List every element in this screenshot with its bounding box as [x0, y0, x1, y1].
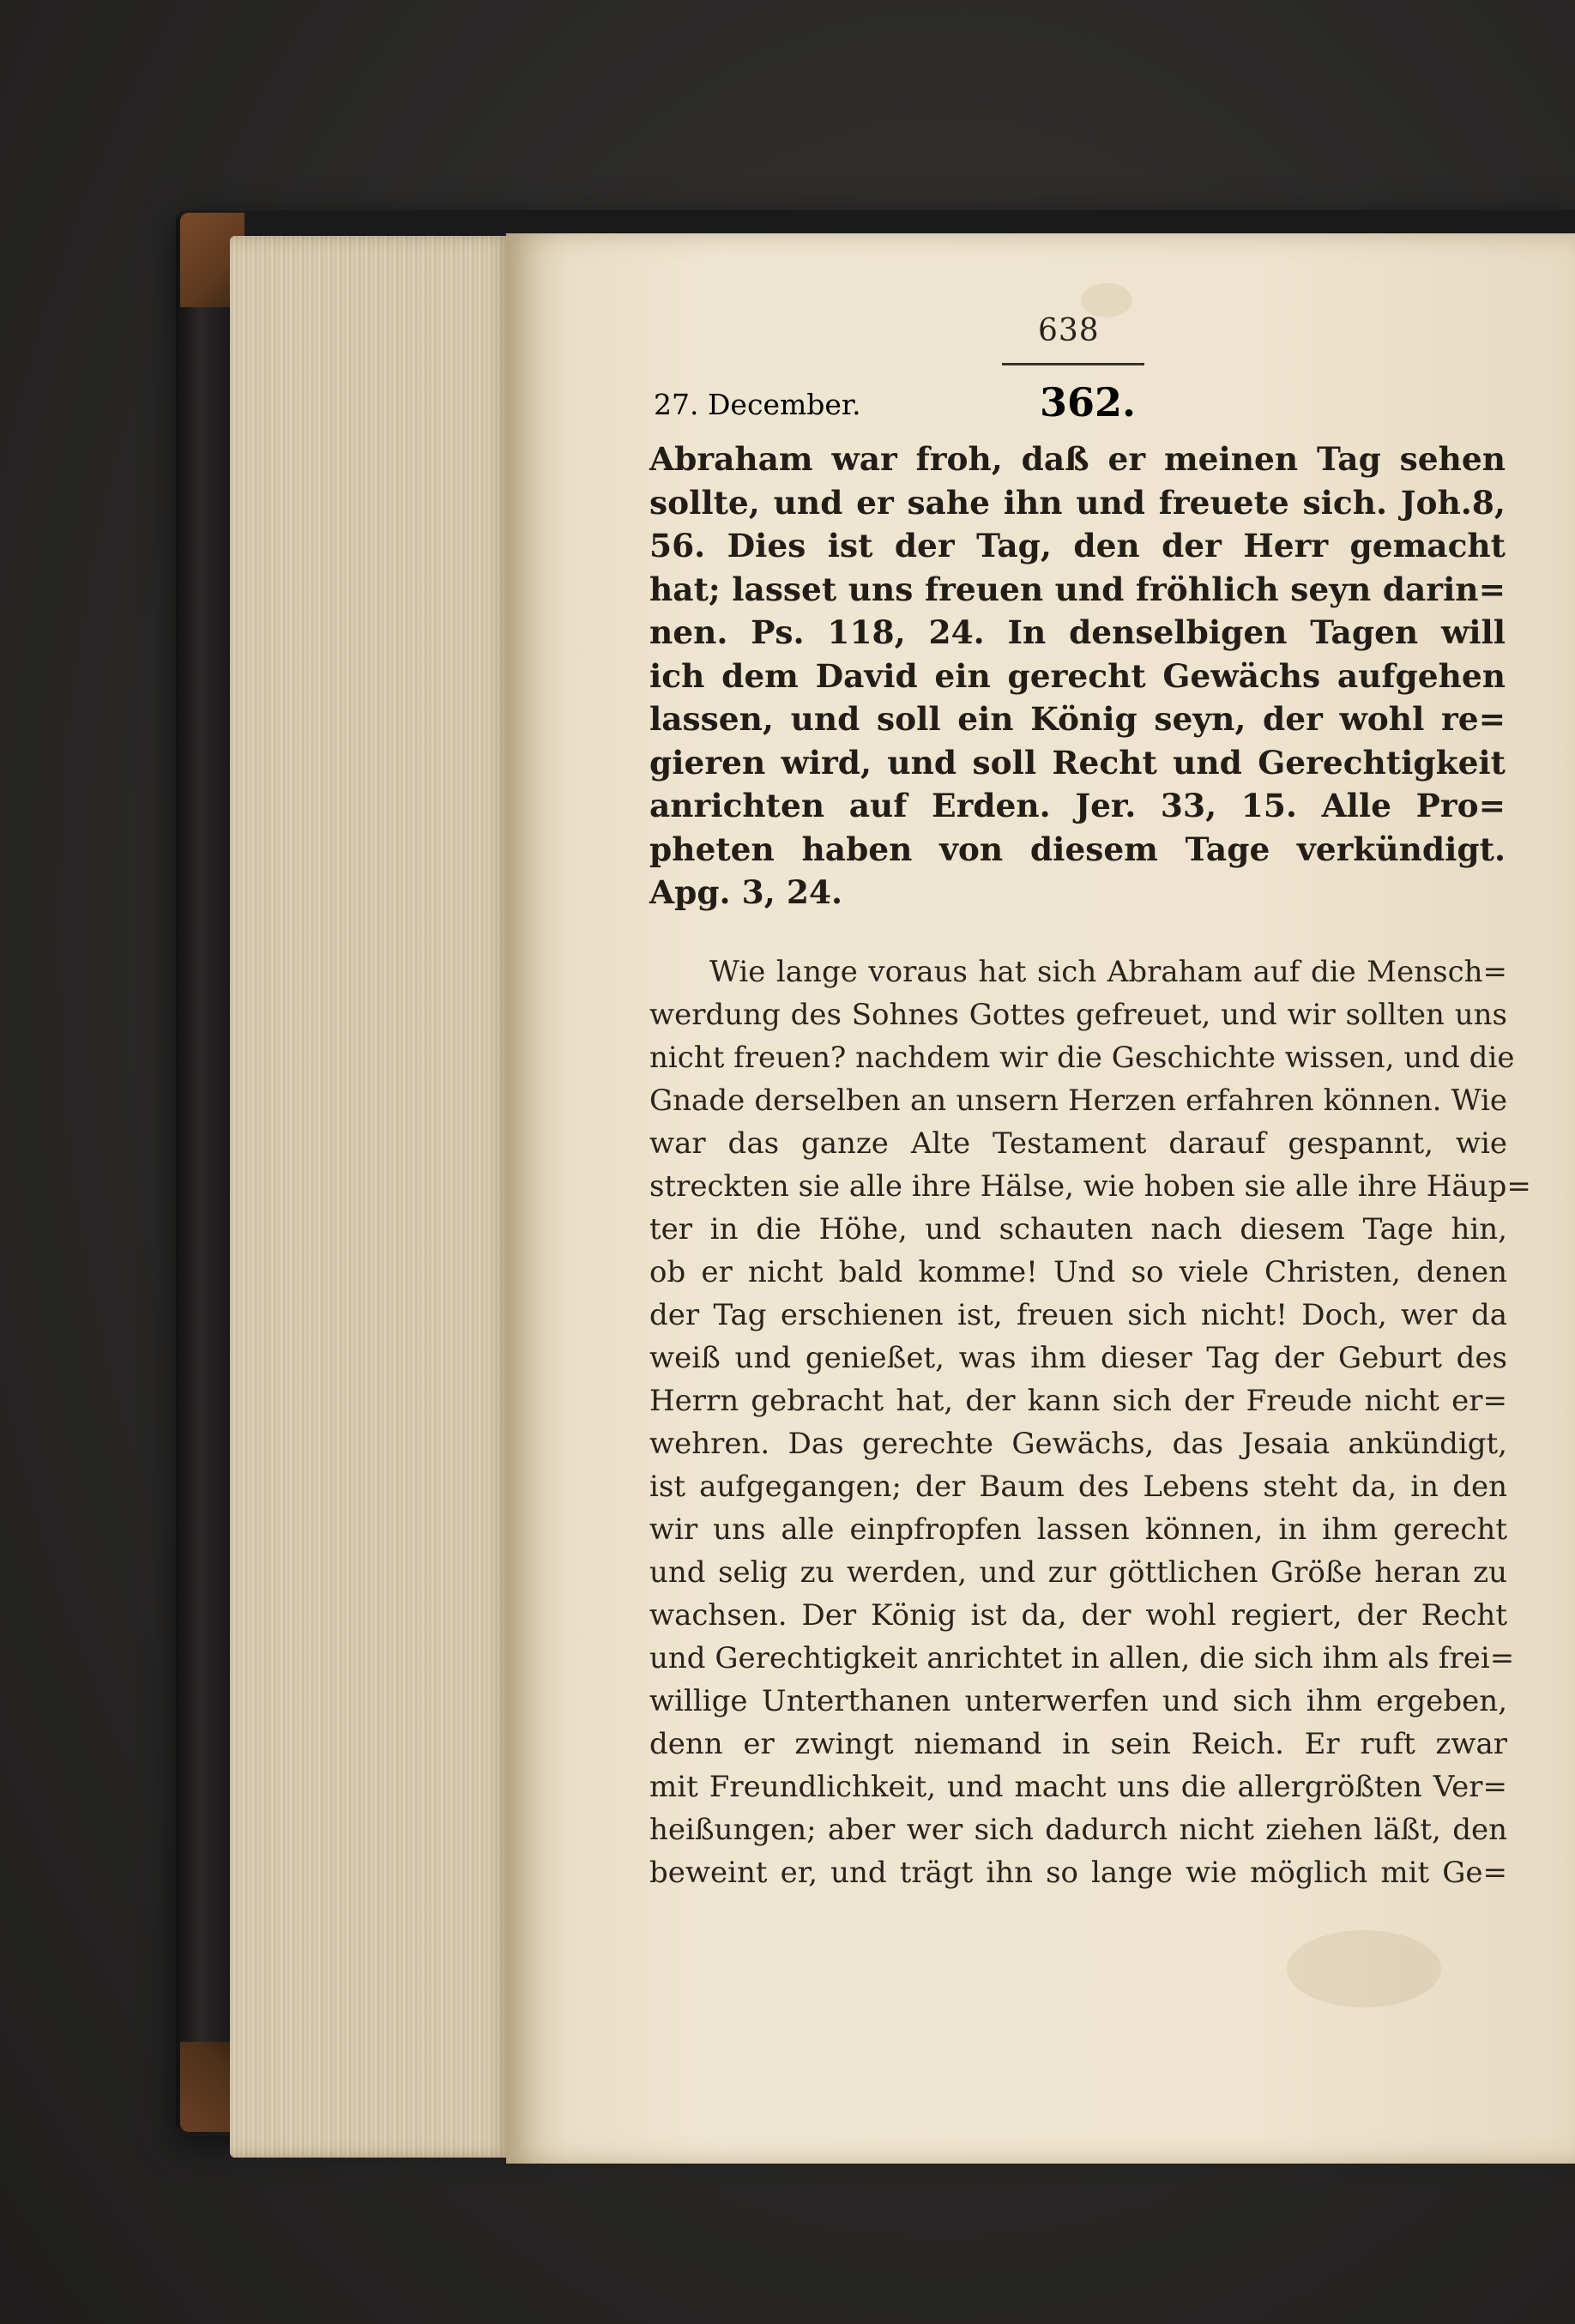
- meditation-line: Wie lange voraus hat sich Abraham auf die Mensch=: [709, 955, 1507, 989]
- page-edges: [230, 236, 513, 2158]
- meditation-line: der Tag erschienen ist, freuen sich nicht! Doch, wer da: [649, 1298, 1507, 1332]
- meditation-line: und selig zu werden, und zur göttlichen Größe heran zu: [649, 1555, 1507, 1590]
- meditation-line: mit Freundlichkeit, und macht uns die allergrößten Ver=: [649, 1770, 1507, 1804]
- meditation-line: denn er zwingt niemand in sein Reich. Er ruft zwar: [649, 1727, 1507, 1761]
- meditation-line: ist aufgegangen; der Baum des Lebens steht da, in den: [649, 1470, 1507, 1504]
- meditation-line: ter in die Höhe, und schauten nach diesem Tage hin,: [649, 1212, 1507, 1247]
- scripture-line: nen. Ps. 118, 24. In denselbigen Tagen will: [649, 613, 1506, 651]
- entry-date: 27. December.: [654, 388, 861, 421]
- paper-stain: [1287, 1930, 1441, 2007]
- scripture-line: hat; lasset uns freuen und fröhlich seyn darin=: [649, 570, 1506, 608]
- scripture-line: 56. Dies ist der Tag, den der Herr gemacht: [649, 527, 1506, 564]
- meditation-line: beweint er, und trägt ihn so lange wie möglich mit Ge=: [649, 1856, 1507, 1890]
- meditation-line: Herrn gebracht hat, der kann sich der Freude nicht er=: [649, 1384, 1507, 1418]
- scripture-line: gieren wird, und soll Recht und Gerechtigkeit: [649, 743, 1506, 782]
- scripture-line: pheten haben von diesem Tage verkündigt.: [649, 830, 1506, 868]
- scripture-passage: [649, 438, 1506, 915]
- scripture-line: sollte, und er sahe ihn und freuete sich. Joh.8,: [649, 483, 1506, 522]
- meditation-line: Gnade derselben an unsern Herzen erfahren können. Wie: [649, 1084, 1507, 1118]
- meditation-line: ob er nicht bald komme! Und so viele Christen, denen: [649, 1255, 1507, 1289]
- scripture-line: lassen, und soll ein König seyn, der wohl re=: [649, 700, 1506, 738]
- header-rule: [1002, 363, 1144, 365]
- meditation-line: wachsen. Der König ist da, der wohl regiert, der Recht: [649, 1598, 1507, 1633]
- meditation-line: und Gerechtigkeit anrichtet in allen, die sich ihm als frei=: [649, 1641, 1515, 1675]
- meditation-line: willige Unterthanen unterwerfen und sich ihm ergeben,: [649, 1684, 1507, 1718]
- scripture-line: ich dem David ein gerecht Gewächs aufgehen: [649, 656, 1506, 695]
- page-number: 638: [1038, 313, 1100, 348]
- meditation-line: heißungen; aber wer sich dadurch nicht ziehen läßt, den: [649, 1813, 1507, 1847]
- meditation-paragraph: [649, 951, 1531, 1894]
- meditation-line: weiß und genießet, was ihm dieser Tag der Geburt des: [649, 1341, 1507, 1375]
- meditation-line: nicht freuen? nachdem wir die Geschichte wissen, und die: [649, 1041, 1515, 1075]
- meditation-line: streckten sie alle ihre Hälse, wie hoben sie alle ihre Häup=: [649, 1169, 1531, 1204]
- scripture-line: anrichten auf Erden. Jer. 33, 15. Alle Pro=: [649, 787, 1506, 824]
- meditation-line: wir uns alle einpfropfen lassen können, in ihm gerecht: [649, 1512, 1507, 1547]
- paper-stain: [1081, 283, 1132, 317]
- scripture-line: Abraham war froh, daß er meinen Tag sehen: [649, 440, 1506, 478]
- meditation-line: wehren. Das gerechte Gewächs, das Jesaia ankündigt,: [649, 1427, 1507, 1461]
- meditation-line: war das ganze Alte Testament darauf gespannt, wie: [649, 1126, 1507, 1161]
- meditation-line: werdung des Sohnes Gottes gefreuet, und wir sollten uns: [649, 998, 1507, 1032]
- entry-number: 362.: [1040, 379, 1137, 426]
- book-spine: [176, 214, 236, 2132]
- scripture-line: Apg. 3, 24.: [649, 873, 843, 911]
